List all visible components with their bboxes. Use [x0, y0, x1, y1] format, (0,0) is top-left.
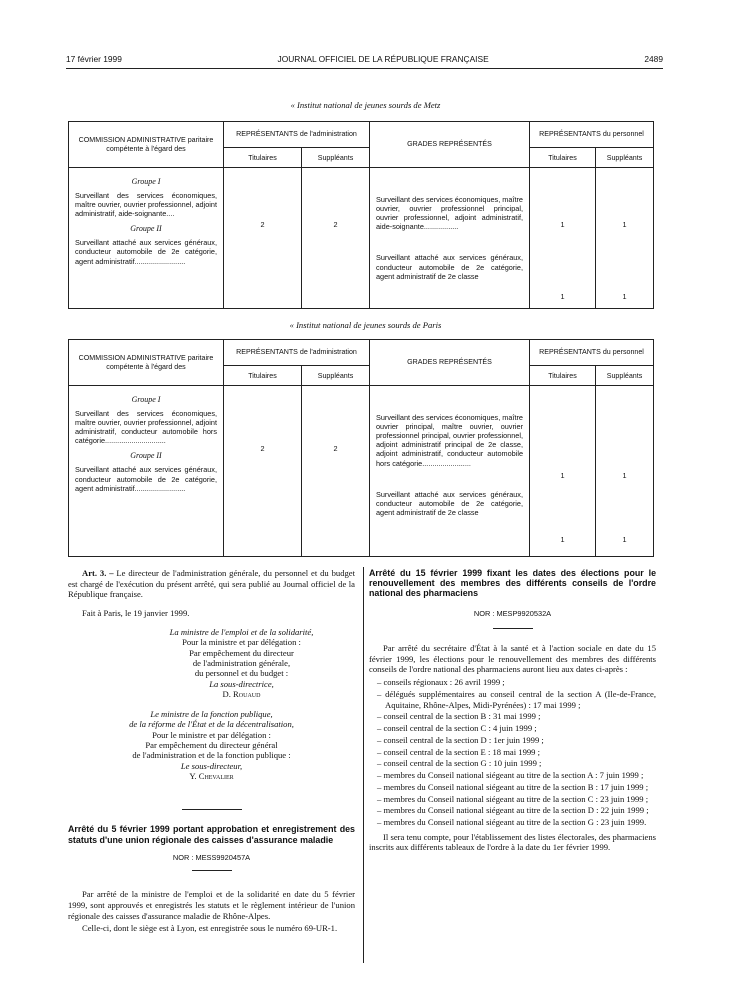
grades-cell [370, 386, 530, 557]
count-value: 1 [560, 471, 565, 480]
table-metz [68, 121, 654, 309]
count-value: 1 [622, 292, 627, 301]
list-item: – conseils régionaux : 26 avril 1999 ; [377, 677, 505, 688]
group-description: Surveillant des services économiques, maître ouvrier, ouvrier professionnel, adjoint administratif, aide-soignante.... [75, 191, 217, 219]
arrete-title-2: Arrêté du 5 février 1999 portant approbation et enregistrement des statuts d'une union régionale des caisses d'assurance maladie [68, 824, 355, 845]
header-suppleants-perso: Suppléants [596, 148, 654, 168]
commission-cell [69, 168, 224, 309]
signature-line: D. Rouaud [222, 688, 261, 699]
signature-line: La ministre de l'emploi et de la solidarité, [169, 626, 314, 637]
header-titulaires: Titulaires [224, 148, 302, 168]
right-column [369, 568, 656, 855]
signature-block-1 [128, 627, 355, 699]
group-name: Groupe I [131, 177, 161, 186]
admin-titulaires-cell [224, 168, 302, 309]
group-name: Groupe I [131, 395, 161, 404]
signature-line: Par empêchement du directeur général [145, 740, 278, 751]
header-rep-admin: REPRÉSENTANTS de l'administration [224, 340, 370, 366]
grades-description: Surveillant attaché aux services généraux, conducteur automobile de 2e catégorie, agent administratif de 2e classe [376, 489, 523, 517]
separator-small [192, 870, 232, 871]
commission-cell [69, 386, 224, 557]
header-date: 17 février 1999 [66, 54, 122, 64]
art3-label: Art. 3. – [82, 568, 114, 578]
header-titulaires-perso: Titulaires [530, 148, 596, 168]
header-rep-perso: REPRÉSENTANTS du personnel [530, 122, 654, 148]
list-item: – membres du Conseil national siégeant au titre de la section B : 17 juin 1999 ; [377, 781, 649, 792]
perso-suppleants-cell [596, 386, 654, 557]
signature-line: Pour le ministre et par délégation : [152, 729, 271, 740]
signature-block-2 [68, 709, 355, 781]
grades-description: Surveillant des services économiques, maître ouvrier, ouvrier professionnel principal, ouvrier professionnel, adjoint administratif, aide-soignante................. [376, 195, 523, 232]
list-item: – membres du Conseil national siégeant au titre de la section A : 7 juin 1999 ; [377, 770, 644, 781]
table-caption-paris: « Institut national de jeunes sourds de Paris [289, 320, 442, 330]
list-item: – conseil central de la section C : 4 juin 1999 ; [377, 723, 537, 734]
count-value: 1 [622, 471, 627, 480]
fait-line: Fait à Paris, le 19 janvier 1999. [82, 608, 190, 619]
count-value: 1 [622, 535, 627, 544]
paragraph-2: Celle-ci, dont le siège est à Lyon, est enregistrée sous le numéro 69-UR-1. [82, 923, 338, 934]
list-item: – conseil central de la section D : 1er juin 1999 ; [377, 734, 544, 745]
separator-small-right [493, 628, 533, 629]
header-rep-perso: REPRÉSENTANTS du personnel [530, 340, 654, 366]
signature-line: de l'administration et de la fonction publique : [132, 750, 291, 761]
count-value: 2 [260, 220, 265, 229]
signature-line: du personnel et du budget : [194, 668, 289, 679]
paragraph-1: Par arrêté de la ministre de l'emploi et de la solidarité en date du 5 février 1999, sont approuvés et enregistrés les statuts et le règlement intérieur de l'union régionale des caisses d'assurance maladie de Rhône-Alpes. [68, 889, 355, 921]
group-description: Surveillant des services économiques, maître ouvrier, ouvrier professionnel, adjoint administratif, conducteur automobile hors catégorie.............................. [75, 409, 217, 446]
list-item: – conseil central de la section E : 18 mai 1999 ; [377, 746, 540, 757]
admin-suppleants-cell [302, 168, 370, 309]
header-commission: COMMISSION ADMINISTRATIVE paritaire compétente à l'égard des [69, 122, 224, 168]
signature-line: Le ministre de la fonction publique, [150, 709, 273, 720]
count-value: 1 [560, 292, 565, 301]
nor-1: NOR : MESP9920532A [473, 608, 552, 618]
signature-line: Y. Chevalier [189, 771, 234, 781]
perso-titulaires-cell [530, 386, 596, 557]
group-description: Surveillant attaché aux services généraux, conducteur automobile de 2e catégorie, agent administratif......................... [75, 465, 217, 493]
table-paris [68, 339, 654, 557]
count-value: 2 [333, 220, 338, 229]
count-value: 2 [333, 444, 338, 453]
grades-cell [370, 168, 530, 309]
perso-titulaires-cell [530, 168, 596, 309]
group-name: Groupe II [130, 224, 162, 234]
signature-line: de la réforme de l'État et de la décentralisation, [129, 719, 294, 730]
table-caption-metz: « Institut national de jeunes sourds de Metz [290, 100, 441, 110]
count-value: 1 [560, 535, 565, 544]
header-titulaires: Titulaires [224, 366, 302, 386]
header-suppleants: Suppléants [302, 366, 370, 386]
group-description: Surveillant attaché aux services généraux, conducteur automobile de 2e catégorie, agent administratif......................... [75, 238, 217, 266]
arrete-title-1: Arrêté du 15 février 1999 fixant les dates des élections pour le renouvellement des membres des différents conseils de l'ordre national des pharmaciens [369, 568, 656, 599]
signature-line: Le sous-directeur, [180, 760, 243, 771]
page-header [66, 54, 663, 69]
list-item: – conseil central de la section B : 31 mai 1999 ; [377, 711, 541, 722]
admin-suppleants-cell [302, 386, 370, 557]
signature-line: Pour la ministre et par délégation : [182, 637, 301, 648]
group-name: Groupe II [130, 451, 162, 461]
header-journal: JOURNAL OFFICIEL DE LA RÉPUBLIQUE FRANÇAISE [277, 54, 489, 64]
grades-description: Surveillant attaché aux services généraux, conducteur automobile de 2e catégorie, agent administratif de 2e classe [376, 253, 523, 281]
column-divider [363, 567, 364, 963]
header-grades: GRADES REPRÉSENTÉS [370, 340, 530, 386]
signature-line: de l'administration générale, [192, 657, 291, 668]
separator [182, 809, 242, 810]
perso-suppleants-cell [596, 168, 654, 309]
left-column [68, 568, 355, 936]
election-dates-list [369, 677, 656, 828]
intro-paragraph: Par arrêté du secrétaire d'État à la santé et à l'action sociale en date du 15 février 1999, les élections pour le renouvellement des membres des différents conseils de l'ordre national des pharmaciens auront lieu aux dates ci-après : [369, 642, 656, 675]
signature-line: La sous-directrice, [209, 678, 274, 689]
header-titulaires-perso: Titulaires [530, 366, 596, 386]
header-suppleants-perso: Suppléants [596, 366, 654, 386]
list-item: – membres du Conseil national siégeant au titre de la section D : 22 juin 1999 ; [377, 805, 649, 816]
nor-2: NOR : MESS9920457A [172, 852, 251, 862]
list-item: – conseil central de la section G : 10 juin 1999 ; [377, 758, 542, 769]
count-value: 1 [560, 220, 565, 229]
header-commission: COMMISSION ADMINISTRATIVE paritaire compétente à l'égard des [69, 340, 224, 386]
list-item: – délégués supplémentaires au conseil central de la section A (Ile-de-France, Aquitaine, Rhône-Alpes, Midi-Pyrénées) : 17 mai 1999 ; [377, 688, 656, 710]
header-page-number: 2489 [644, 54, 663, 64]
list-item: – membres du Conseil national siégeant au titre de la section G : 23 juin 1999. [377, 816, 647, 827]
count-value: 1 [622, 220, 627, 229]
list-item: – membres du Conseil national siégeant au titre de la section C : 23 juin 1999 ; [377, 793, 649, 804]
admin-titulaires-cell [224, 386, 302, 557]
signature-line: Par empêchement du directeur [189, 647, 294, 658]
count-value: 2 [260, 444, 265, 453]
art3-text: Le directeur de l'administration générale, du personnel et du budget est chargé de l'exécution du présent arrêté, qui sera publié au Journal officiel de la République française. [68, 568, 355, 600]
header-rep-admin: REPRÉSENTANTS de l'administration [224, 122, 370, 148]
outro-paragraph: Il sera tenu compte, pour l'établissement des listes électorales, des pharmaciens inscrits aux différents tableaux de l'ordre à la date du 1er février 1999. [369, 831, 656, 853]
header-suppleants: Suppléants [302, 148, 370, 168]
grades-description: Surveillant des services économiques, maître ouvrier principal, maître ouvrier, ouvrier professionnel principal, ouvrier professionnel, adjoint administratif principal de 2e classe, adjoint administratif, conducteur automobile hors catégorie........................ [376, 413, 523, 468]
header-grades: GRADES REPRÉSENTÉS [370, 122, 530, 168]
